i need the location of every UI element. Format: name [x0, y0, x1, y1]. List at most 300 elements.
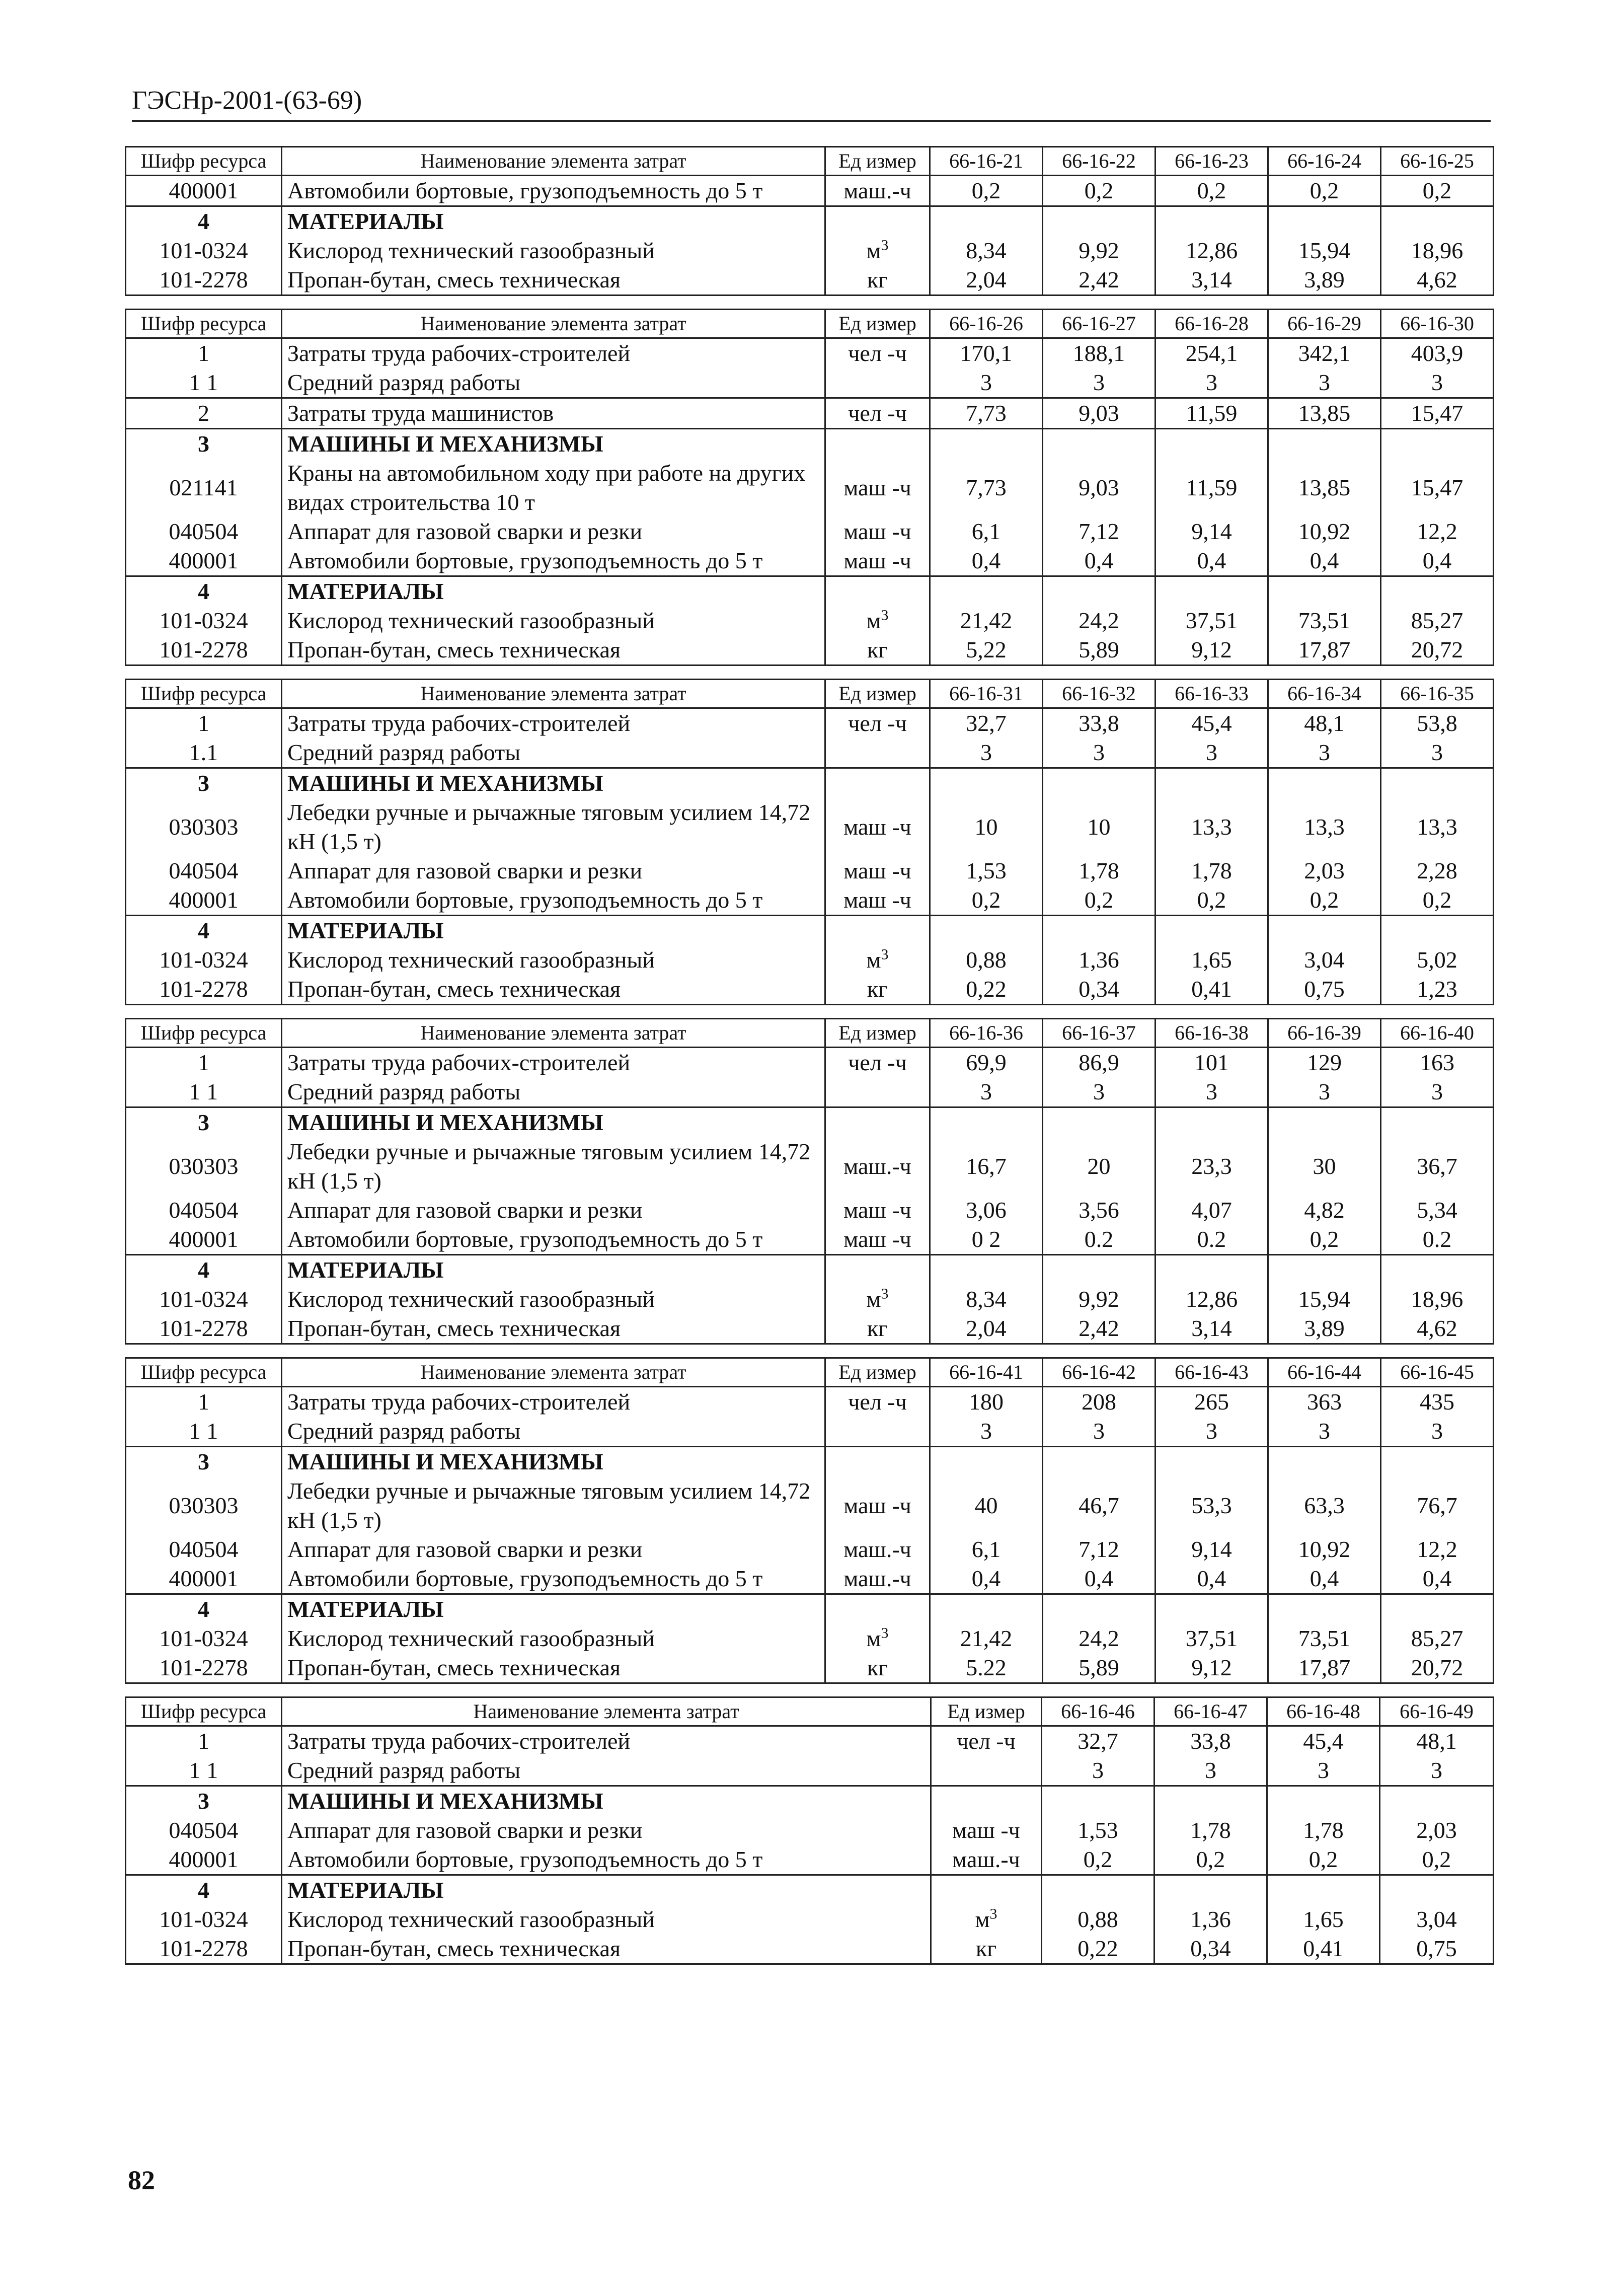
value-cell: 3 — [1043, 1077, 1155, 1107]
resource-code: 3 — [126, 1447, 282, 1477]
header-norm-code: 66-16-23 — [1155, 147, 1268, 176]
header-norm-code: 66-16-26 — [930, 310, 1043, 338]
value-cell: 6,1 — [930, 517, 1043, 546]
resource-code: 1 1 — [126, 1077, 282, 1107]
unit-cell — [825, 768, 930, 798]
value-cell — [1043, 576, 1155, 607]
unit: маш.-ч — [843, 1566, 911, 1591]
value-cell: 3 — [1155, 738, 1268, 768]
value-cell — [1381, 576, 1494, 607]
table-row — [126, 546, 1494, 576]
value-cell: 0,4 — [930, 546, 1043, 576]
unit-cell — [825, 1447, 930, 1477]
header-norm-code: 66-16-33 — [1155, 680, 1268, 708]
table-row — [126, 1387, 1494, 1417]
value-cell: 0,88 — [1042, 1905, 1154, 1934]
table-row — [126, 635, 1494, 665]
header-norm-code: 66-16-30 — [1381, 310, 1494, 338]
unit-cell — [825, 206, 930, 237]
value-cell — [1268, 1594, 1381, 1624]
value-cell — [1381, 1255, 1494, 1285]
value-cell: 0,2 — [1268, 885, 1381, 916]
section-title: МАШИНЫ И МЕХАНИЗМЫ — [282, 768, 825, 798]
value-cell: 37,51 — [1155, 606, 1268, 635]
unit-cell — [825, 1196, 930, 1225]
value-cell: 3 — [1381, 1077, 1494, 1107]
resource-code: 4 — [126, 1594, 282, 1624]
unit-cell — [825, 1285, 930, 1314]
value-cell — [1042, 1786, 1154, 1816]
resource-code: 400001 — [126, 546, 282, 576]
value-cell: 3 — [930, 1417, 1043, 1447]
unit-cell — [825, 368, 930, 398]
resource-code: 101-0324 — [126, 1624, 282, 1653]
value-cell: 0,2 — [1381, 885, 1494, 916]
resource-name: Аппарат для газовой сварки и резки — [282, 1196, 825, 1225]
value-cell: 48,1 — [1268, 708, 1381, 738]
value-cell: 2,04 — [930, 1314, 1043, 1344]
value-cell: 17,87 — [1268, 1653, 1381, 1683]
value-cell: 188,1 — [1043, 338, 1155, 368]
section-row — [126, 916, 1494, 946]
value-cell — [1268, 1447, 1381, 1477]
section-row — [126, 1107, 1494, 1138]
unit: чел -ч — [848, 710, 907, 736]
value-cell: 45,4 — [1267, 1726, 1380, 1756]
header-norm-code: 66-16-44 — [1268, 1358, 1381, 1387]
value-cell: 0,2 — [1042, 1845, 1154, 1875]
value-cell: 85,27 — [1381, 606, 1494, 635]
resource-code: 101-0324 — [126, 236, 282, 265]
value-cell: 9,92 — [1043, 236, 1155, 265]
unit-cell — [825, 265, 930, 295]
value-cell: 13,3 — [1155, 798, 1268, 856]
resource-code: 030303 — [126, 798, 282, 856]
section-title: МАТЕРИАЛЫ — [282, 1875, 931, 1905]
value-cell: 53,8 — [1381, 708, 1494, 738]
unit: маш.-ч — [843, 1153, 911, 1179]
resource-name: Кислород технический газообразный — [282, 1285, 825, 1314]
value-cell: 180 — [930, 1387, 1043, 1417]
value-cell: 403,9 — [1381, 338, 1494, 368]
value-cell: 0 2 — [930, 1225, 1043, 1255]
resource-code: 400001 — [126, 885, 282, 916]
resource-code: 1 — [126, 1726, 282, 1756]
value-cell: 4,82 — [1268, 1196, 1381, 1225]
value-cell: 2,03 — [1380, 1816, 1494, 1845]
resource-code: 101-2278 — [126, 975, 282, 1005]
section-title: МАШИНЫ И МЕХАНИЗМЫ — [282, 429, 825, 459]
value-cell: 40 — [930, 1476, 1043, 1535]
value-cell — [1268, 206, 1381, 237]
value-cell: 23,3 — [1155, 1137, 1268, 1196]
unit-cell — [825, 738, 930, 768]
header-row — [126, 1019, 1494, 1048]
unit-cell — [931, 1845, 1042, 1875]
resource-code: 4 — [126, 1875, 282, 1905]
unit-cell — [825, 945, 930, 975]
unit-cell — [825, 1255, 930, 1285]
resource-name: Кислород технический газообразный — [282, 236, 825, 265]
table-row — [126, 1934, 1494, 1964]
value-cell: 20,72 — [1381, 1653, 1494, 1683]
value-cell — [1155, 576, 1268, 607]
resource-code: 3 — [126, 1786, 282, 1816]
resource-code: 400001 — [126, 1225, 282, 1255]
section-title: МАШИНЫ И МЕХАНИЗМЫ — [282, 1447, 825, 1477]
resource-code: 101-0324 — [126, 945, 282, 975]
unit: маш -ч — [843, 519, 911, 544]
unit-cell — [825, 1077, 930, 1107]
resource-table — [125, 679, 1494, 1005]
resource-name: Пропан-бутан, смесь техническая — [282, 1314, 825, 1344]
value-cell: 7,73 — [930, 398, 1043, 429]
value-cell: 86,9 — [1043, 1048, 1155, 1078]
value-cell: 10,92 — [1268, 517, 1381, 546]
value-cell: 170,1 — [930, 338, 1043, 368]
value-cell — [930, 1594, 1043, 1624]
resource-code: 1 1 — [126, 1417, 282, 1447]
value-cell — [930, 1107, 1043, 1138]
value-cell: 342,1 — [1268, 338, 1381, 368]
resource-code: 1 — [126, 1048, 282, 1078]
unit-cell — [825, 798, 930, 856]
header-unit: Ед измер — [825, 310, 930, 338]
resource-name: Средний разряд работы — [282, 1756, 931, 1786]
resource-name: Средний разряд работы — [282, 1417, 825, 1447]
unit: кг — [975, 1936, 997, 1961]
section-title: МАТЕРИАЛЫ — [282, 1594, 825, 1624]
header-norm-code: 66-16-38 — [1155, 1019, 1268, 1048]
value-cell: 3 — [930, 368, 1043, 398]
unit-cell — [825, 856, 930, 885]
resource-code: 1 — [126, 708, 282, 738]
unit: чел -ч — [957, 1728, 1016, 1754]
value-cell: 3,56 — [1043, 1196, 1155, 1225]
value-cell: 63,3 — [1268, 1476, 1381, 1535]
value-cell: 0,41 — [1267, 1934, 1380, 1964]
section-row — [126, 1447, 1494, 1477]
value-cell: 73,51 — [1268, 606, 1381, 635]
value-cell: 101 — [1155, 1048, 1268, 1078]
resource-code: 1 — [126, 1387, 282, 1417]
value-cell — [1043, 429, 1155, 459]
header-norm-code: 66-16-48 — [1267, 1697, 1380, 1726]
resource-name: Автомобили бортовые, грузоподъемность до 5 т — [282, 546, 825, 576]
resource-name: Лебедки ручные и рычажные тяговым усилием 14,72 кН (1,5 т) — [282, 798, 825, 856]
page-number: 82 — [128, 2165, 155, 2195]
value-cell: 3 — [1042, 1756, 1154, 1786]
value-cell — [1268, 1255, 1381, 1285]
value-cell: 2,42 — [1043, 265, 1155, 295]
resource-name: Лебедки ручные и рычажные тяговым усилием 14,72 кН (1,5 т) — [282, 1476, 825, 1535]
resource-table — [125, 1696, 1494, 1965]
header-code: Шифр ресурса — [126, 680, 282, 708]
value-cell: 0,4 — [1155, 1564, 1268, 1594]
unit: чел -ч — [848, 1389, 907, 1415]
value-cell: 1,78 — [1155, 856, 1268, 885]
resource-code: 101-0324 — [126, 1905, 282, 1934]
resource-code: 4 — [126, 206, 282, 237]
table-row — [126, 368, 1494, 398]
unit-cell — [825, 429, 930, 459]
value-cell: 76,7 — [1381, 1476, 1494, 1535]
header-norm-code: 66-16-46 — [1042, 1697, 1154, 1726]
value-cell: 0,4 — [1043, 1564, 1155, 1594]
section-row — [126, 1786, 1494, 1816]
resource-code: 021141 — [126, 459, 282, 517]
resource-code: 4 — [126, 916, 282, 946]
header-norm-code: 66-16-39 — [1268, 1019, 1381, 1048]
value-cell: 3 — [1154, 1756, 1267, 1786]
unit-cell — [825, 975, 930, 1005]
unit-cell — [825, 1387, 930, 1417]
header-unit: Ед измер — [931, 1697, 1042, 1726]
table-row — [126, 338, 1494, 368]
unit-cell — [931, 1756, 1042, 1786]
section-row — [126, 768, 1494, 798]
resource-name: Средний разряд работы — [282, 368, 825, 398]
unit-cell — [825, 338, 930, 368]
header-code: Шифр ресурса — [126, 310, 282, 338]
resource-code: 101-2278 — [126, 1314, 282, 1344]
value-cell: 0,34 — [1043, 975, 1155, 1005]
unit: кг — [867, 267, 888, 292]
value-cell: 6,1 — [930, 1535, 1043, 1564]
table-row — [126, 1653, 1494, 1683]
unit-cell — [825, 398, 930, 429]
table-header — [126, 680, 1494, 708]
resource-name: Лебедки ручные и рычажные тяговым усилием 14,72 кН (1,5 т) — [282, 1137, 825, 1196]
value-cell — [1154, 1875, 1267, 1905]
value-cell: 3 — [1268, 1417, 1381, 1447]
value-cell: 3 — [930, 738, 1043, 768]
resource-name: Затраты труда рабочих-строителей — [282, 708, 825, 738]
unit-cell — [825, 1624, 930, 1653]
document-code: ГЭСНр-2001-(63-69) — [132, 86, 362, 115]
header-name: Наименование элемента затрат — [282, 680, 825, 708]
header-name: Наименование элемента затрат — [282, 1697, 931, 1726]
value-cell: 0,88 — [930, 945, 1043, 975]
unit: маш -ч — [843, 814, 911, 840]
table-row — [126, 1314, 1494, 1344]
value-cell — [1268, 916, 1381, 946]
header-code: Шифр ресурса — [126, 1697, 282, 1726]
header-name: Наименование элемента затрат — [282, 1019, 825, 1048]
value-cell: 3 — [1155, 1417, 1268, 1447]
resource-name: Кислород технический газообразный — [282, 1905, 931, 1934]
value-cell: 0,2 — [1268, 1225, 1381, 1255]
section-row — [126, 576, 1494, 607]
header-norm-code: 66-16-32 — [1043, 680, 1155, 708]
unit-cell — [825, 546, 930, 576]
value-cell — [1154, 1786, 1267, 1816]
value-cell — [1155, 206, 1268, 237]
unit: маш -ч — [952, 1817, 1020, 1843]
header-unit: Ед измер — [825, 680, 930, 708]
value-cell: 0.2 — [1043, 1225, 1155, 1255]
table-row — [126, 176, 1494, 206]
unit: м — [866, 608, 881, 633]
resource-table — [125, 1357, 1494, 1684]
header-norm-code: 66-16-21 — [930, 147, 1043, 176]
value-cell: 5,89 — [1043, 635, 1155, 665]
value-cell: 0,4 — [1381, 546, 1494, 576]
table-row — [126, 1624, 1494, 1653]
value-cell — [1043, 1594, 1155, 1624]
unit-cell — [825, 176, 930, 206]
value-cell: 18,96 — [1381, 1285, 1494, 1314]
table-row — [126, 236, 1494, 265]
resource-name: Пропан-бутан, смесь техническая — [282, 1934, 931, 1964]
value-cell — [1043, 1447, 1155, 1477]
section-title: МАТЕРИАЛЫ — [282, 576, 825, 607]
section-row — [126, 1875, 1494, 1905]
unit-cell — [931, 1934, 1042, 1964]
value-cell — [930, 576, 1043, 607]
value-cell: 17,87 — [1268, 635, 1381, 665]
value-cell — [930, 206, 1043, 237]
value-cell: 2,03 — [1268, 856, 1381, 885]
value-cell: 0,4 — [1381, 1564, 1494, 1594]
header-norm-code: 66-16-34 — [1268, 680, 1381, 708]
value-cell: 3 — [1268, 738, 1381, 768]
header-code: Шифр ресурса — [126, 1358, 282, 1387]
resource-name: Затраты труда рабочих-строителей — [282, 1048, 825, 1078]
table-row — [126, 1905, 1494, 1934]
value-cell: 363 — [1268, 1387, 1381, 1417]
resource-code: 030303 — [126, 1476, 282, 1535]
resource-name: Аппарат для газовой сварки и резки — [282, 1816, 931, 1845]
table-row — [126, 738, 1494, 768]
unit-cell — [931, 1875, 1042, 1905]
section-title: МАШИНЫ И МЕХАНИЗМЫ — [282, 1786, 931, 1816]
table-row — [126, 1816, 1494, 1845]
value-cell: 1,23 — [1381, 975, 1494, 1005]
table-header — [126, 1019, 1494, 1048]
unit: маш.-ч — [843, 178, 911, 203]
value-cell: 13,85 — [1268, 459, 1381, 517]
resource-name: Затраты труда рабочих-строителей — [282, 1387, 825, 1417]
unit-cell — [825, 1107, 930, 1138]
header-norm-code: 66-16-47 — [1154, 1697, 1267, 1726]
unit-cell — [825, 459, 930, 517]
unit-cell — [931, 1786, 1042, 1816]
value-cell: 5,34 — [1381, 1196, 1494, 1225]
table-row — [126, 1476, 1494, 1535]
value-cell — [930, 429, 1043, 459]
header-name: Наименование элемента затрат — [282, 310, 825, 338]
value-cell: 46,7 — [1043, 1476, 1155, 1535]
value-cell: 3 — [1268, 1077, 1381, 1107]
header-norm-code: 66-16-40 — [1381, 1019, 1494, 1048]
table-row — [126, 606, 1494, 635]
value-cell: 1,36 — [1154, 1905, 1267, 1934]
value-cell — [1268, 768, 1381, 798]
table-row — [126, 798, 1494, 856]
table-header — [126, 1358, 1494, 1387]
header-norm-code: 66-16-49 — [1380, 1697, 1494, 1726]
unit-cell — [825, 1048, 930, 1078]
value-cell: 21,42 — [930, 1624, 1043, 1653]
resource-code: 030303 — [126, 1137, 282, 1196]
header-unit: Ед измер — [825, 1019, 930, 1048]
value-cell — [930, 1255, 1043, 1285]
value-cell: 1,78 — [1267, 1816, 1380, 1845]
resource-code: 101-2278 — [126, 265, 282, 295]
value-cell: 0,2 — [1155, 176, 1268, 206]
value-cell: 1,53 — [930, 856, 1043, 885]
unit: маш -ч — [843, 1493, 911, 1518]
table-row — [126, 1726, 1494, 1756]
value-cell — [1043, 916, 1155, 946]
resource-code: 3 — [126, 768, 282, 798]
value-cell: 2,42 — [1043, 1314, 1155, 1344]
resource-name: Пропан-бутан, смесь техническая — [282, 1653, 825, 1683]
header-row — [126, 147, 1494, 176]
value-cell: 0,2 — [1267, 1845, 1380, 1875]
value-cell: 0,4 — [930, 1564, 1043, 1594]
unit: маш.-ч — [952, 1846, 1020, 1872]
value-cell: 9,12 — [1155, 1653, 1268, 1683]
value-cell: 3 — [1043, 738, 1155, 768]
unit-cell — [825, 1594, 930, 1624]
unit: маш -ч — [843, 548, 911, 573]
unit-exponent: 3 — [881, 237, 889, 254]
resource-name: Автомобили бортовые, грузоподъемность до 5 т — [282, 1225, 825, 1255]
value-cell: 3 — [1155, 1077, 1268, 1107]
value-cell — [1267, 1875, 1380, 1905]
resource-name: Краны на автомобильном ходу при работе на других видах строительства 10 т — [282, 459, 825, 517]
value-cell: 3,04 — [1380, 1905, 1494, 1934]
unit-cell — [825, 1314, 930, 1344]
value-cell — [1155, 1447, 1268, 1477]
resource-name: Автомобили бортовые, грузоподъемность до 5 т — [282, 1564, 825, 1594]
resource-table — [125, 146, 1494, 296]
resource-code: 040504 — [126, 1535, 282, 1564]
table-row — [126, 517, 1494, 546]
unit-cell — [825, 635, 930, 665]
value-cell: 0,2 — [1154, 1845, 1267, 1875]
value-cell: 3 — [1267, 1756, 1380, 1786]
value-cell: 85,27 — [1381, 1624, 1494, 1653]
value-cell: 3,89 — [1268, 265, 1381, 295]
value-cell: 16,7 — [930, 1137, 1043, 1196]
unit: кг — [867, 1315, 888, 1341]
section-row — [126, 429, 1494, 459]
value-cell: 53,3 — [1155, 1476, 1268, 1535]
header-norm-code: 66-16-25 — [1381, 147, 1494, 176]
resource-code: 040504 — [126, 856, 282, 885]
value-cell: 15,47 — [1381, 398, 1494, 429]
unit-exponent: 3 — [881, 1624, 889, 1642]
value-cell — [1043, 768, 1155, 798]
value-cell: 10,92 — [1268, 1535, 1381, 1564]
value-cell: 7,12 — [1043, 517, 1155, 546]
unit-cell — [825, 885, 930, 916]
value-cell: 0,2 — [1043, 885, 1155, 916]
resource-name: Автомобили бортовые, грузоподъемность до 5 т — [282, 885, 825, 916]
value-cell: 0,75 — [1380, 1934, 1494, 1964]
value-cell: 3 — [1268, 368, 1381, 398]
value-cell: 3 — [1043, 368, 1155, 398]
value-cell — [1268, 429, 1381, 459]
table-row — [126, 398, 1494, 429]
resource-name: Затраты труда машинистов — [282, 398, 825, 429]
value-cell — [1381, 768, 1494, 798]
value-cell: 0,2 — [1268, 176, 1381, 206]
header-norm-code: 66-16-37 — [1043, 1019, 1155, 1048]
